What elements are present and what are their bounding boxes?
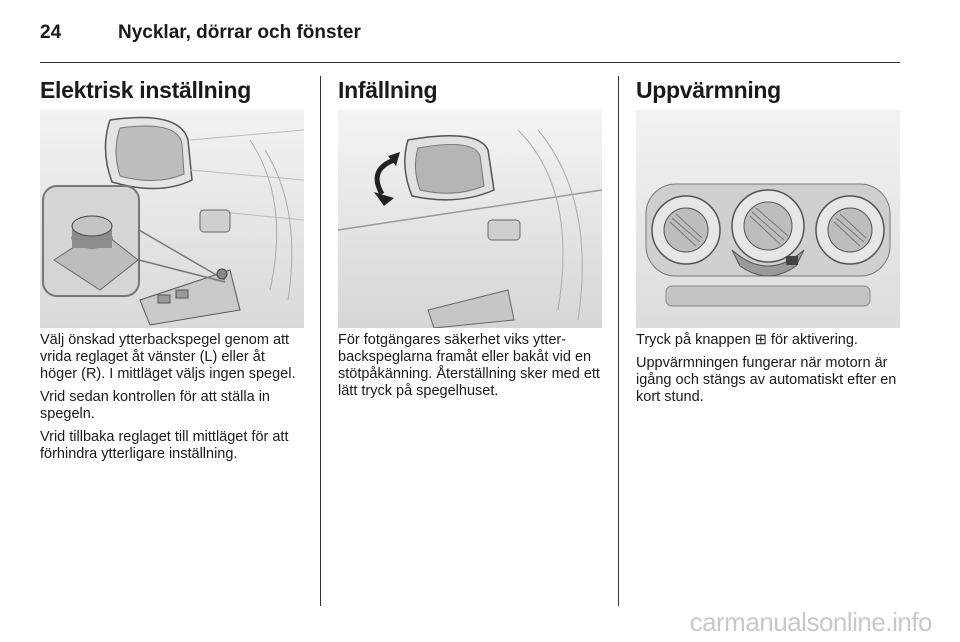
column-divider: [320, 76, 321, 606]
section-title: Elektrisk inställning: [40, 77, 251, 103]
watermark: carmanualsonline.info: [689, 607, 932, 637]
paragraph: Vrid tillbaka reglaget till mittläget för att förhindra ytterligare inställning.: [40, 429, 289, 462]
section-electric-adjustment: [40, 76, 304, 462]
section-folding: [338, 76, 602, 399]
paragraph: För fotgängares säkerhet viks ytter-backspeglarna framåt eller bakåt vid en stötpåkänning. Återställning sker med ett lätt tryck på spegelhuset.: [338, 332, 600, 399]
paragraph: Vrid sedan kontrollen för att ställa in spegeln.: [40, 389, 270, 422]
mirror-switch-illustration: [40, 110, 304, 328]
section-title: Infällning: [338, 77, 438, 103]
page-number: 24: [40, 22, 62, 43]
paragraph: Välj önskad ytterbackspegel genom att vrida reglaget åt vänster (L) eller åt höger (R). I mittläget väljs ingen spegel.: [40, 332, 296, 382]
paragraph: Tryck på knappen ⊞ för aktivering.: [636, 332, 858, 348]
paragraph: Uppvärmningen fungerar när motorn är igång och stängs av automatiskt efter en kort stund.: [636, 355, 897, 405]
section-heating: [636, 76, 900, 405]
chapter-title: Nycklar, dörrar och fönster: [118, 22, 361, 43]
header-rule: [40, 62, 900, 63]
column-divider: [618, 76, 619, 606]
mirror-folding-illustration: [338, 110, 602, 328]
climate-control-illustration: [636, 110, 900, 328]
section-title: Uppvärmning: [636, 77, 781, 103]
